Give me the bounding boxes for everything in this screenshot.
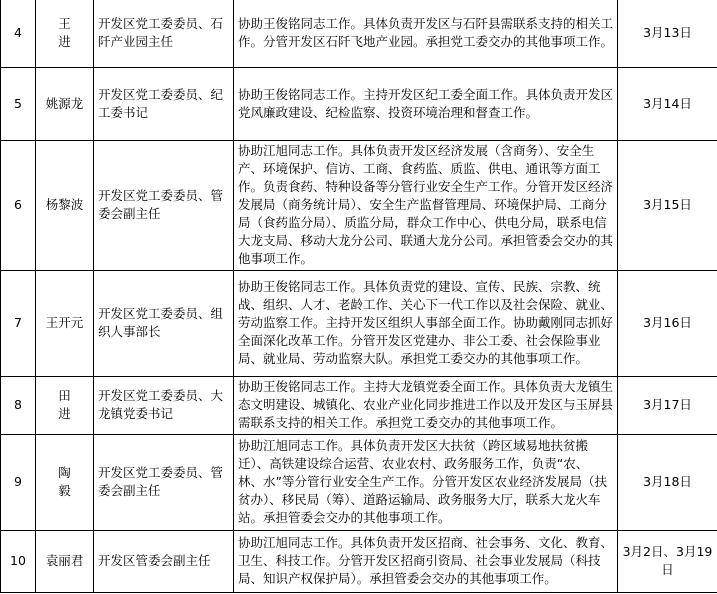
person-name: 姚源龙	[36, 67, 94, 140]
duties-cell: 协助王俊铭同志工作。主持开发区纪工委全面工作。具体负责开发区党风廉政建设、纪检监察、投资环境治理和督查工作。	[234, 67, 618, 140]
position-cell: 开发区党工委委员、纪工委书记	[94, 67, 234, 140]
person-name: 王进	[36, 0, 94, 67]
table-row	[1, 434, 717, 530]
table-row	[1, 530, 717, 592]
position-cell: 开发区党工委委员、组织人事部长	[94, 270, 234, 376]
table-row	[1, 270, 717, 376]
position-cell: 开发区党工委委员、管委会副主任	[94, 140, 234, 270]
duties-cell: 协助王俊铭同志工作。主持大龙镇党委全面工作。具体负责大龙镇生态文明建设、城镇化、农业产业化同步推进工作以及开发区与玉屏县需联系支持的相关工作。承担党工委交办的其他事项工作。	[234, 376, 618, 434]
date-cell: 3月17日	[618, 376, 717, 434]
row-number: 10	[1, 530, 36, 592]
row-number: 7	[1, 270, 36, 376]
duties-cell: 协助王俊铭同志工作。具体负责党的建设、宣传、民族、宗教、统战、组织、人才、老龄工作、关心下一代工作以及社会保险、就业、劳动监察工作。主持开发区组织人事部全面工作。协助戴刚同志抓好全面深化改革工作。分管开发区党建办、非公工委、社会保险事业局、就业局、劳动监察大队。承担党工委交办的其他事项工作。	[234, 270, 618, 376]
person-name: 陶毅	[36, 434, 94, 530]
position-cell: 开发区管委会副主任	[94, 530, 234, 592]
duties-cell: 协助王俊铭同志工作。具体负责开发区与石阡县需联系支持的相关工作。分管开发区石阡飞地产业园。承担党工委交办的其他事项工作。	[234, 0, 618, 67]
position-cell: 开发区党工委委员、石阡产业园主任	[94, 0, 234, 67]
date-cell: 3月13日	[618, 0, 717, 67]
duties-cell: 协助江旭同志工作。具体负责开发区招商、社会事务、文化、教育、卫生、科技工作。分管开发区招商引资局、社会事业发展局（科技局、知识产权保护局）。承担管委会交办的其他事项工作。	[234, 530, 618, 592]
position-cell: 开发区党工委委员、大龙镇党委书记	[94, 376, 234, 434]
person-name: 袁丽君	[36, 530, 94, 592]
row-number: 6	[1, 140, 36, 270]
table-row	[1, 140, 717, 270]
row-number: 8	[1, 376, 36, 434]
table-row	[1, 67, 717, 140]
date-cell: 3月15日	[618, 140, 717, 270]
position-cell: 开发区党工委委员、管委会副主任	[94, 434, 234, 530]
date-cell: 3月18日	[618, 434, 717, 530]
person-name: 王开元	[36, 270, 94, 376]
row-number: 5	[1, 67, 36, 140]
table-row	[1, 0, 717, 67]
row-number: 4	[1, 0, 36, 67]
duties-cell: 协助江旭同志工作。具体负责开发区大扶贫（跨区域易地扶贫搬迁）、高铁建设综合运营、农业农村、政务服务工作，负责“农、林、水”等分管行业安全生产工作。分管开发区农业经济发展局（扶贫办）、移民局（筹）、道路运输局、政务服务大厅，联系大龙火车站。承担管委会交办的其他事项工作。	[234, 434, 618, 530]
date-cell: 3月2日、3月19日	[618, 530, 717, 592]
person-name: 田进	[36, 376, 94, 434]
row-number: 9	[1, 434, 36, 530]
table-row	[1, 376, 717, 434]
date-cell: 3月14日	[618, 67, 717, 140]
person-name: 杨黎波	[36, 140, 94, 270]
duties-cell: 协助江旭同志工作。具体负责开发区经济发展（含商务）、安全生产、环境保护、信访、工商、食药监、质监、供电、通讯等方面工作。负责食药、特种设备等分管行业安全生产工作。分管开发区经济发展局（商务统计局）、安全生产监督管理局、环境保护局、工商分局（食药监分局）、质监分局，群众工作中心、供电分局，联系电信大龙支局、移动大龙分公司、联通大龙分公司。承担管委会交办的其他事项工作。	[234, 140, 618, 270]
date-cell: 3月16日	[618, 270, 717, 376]
